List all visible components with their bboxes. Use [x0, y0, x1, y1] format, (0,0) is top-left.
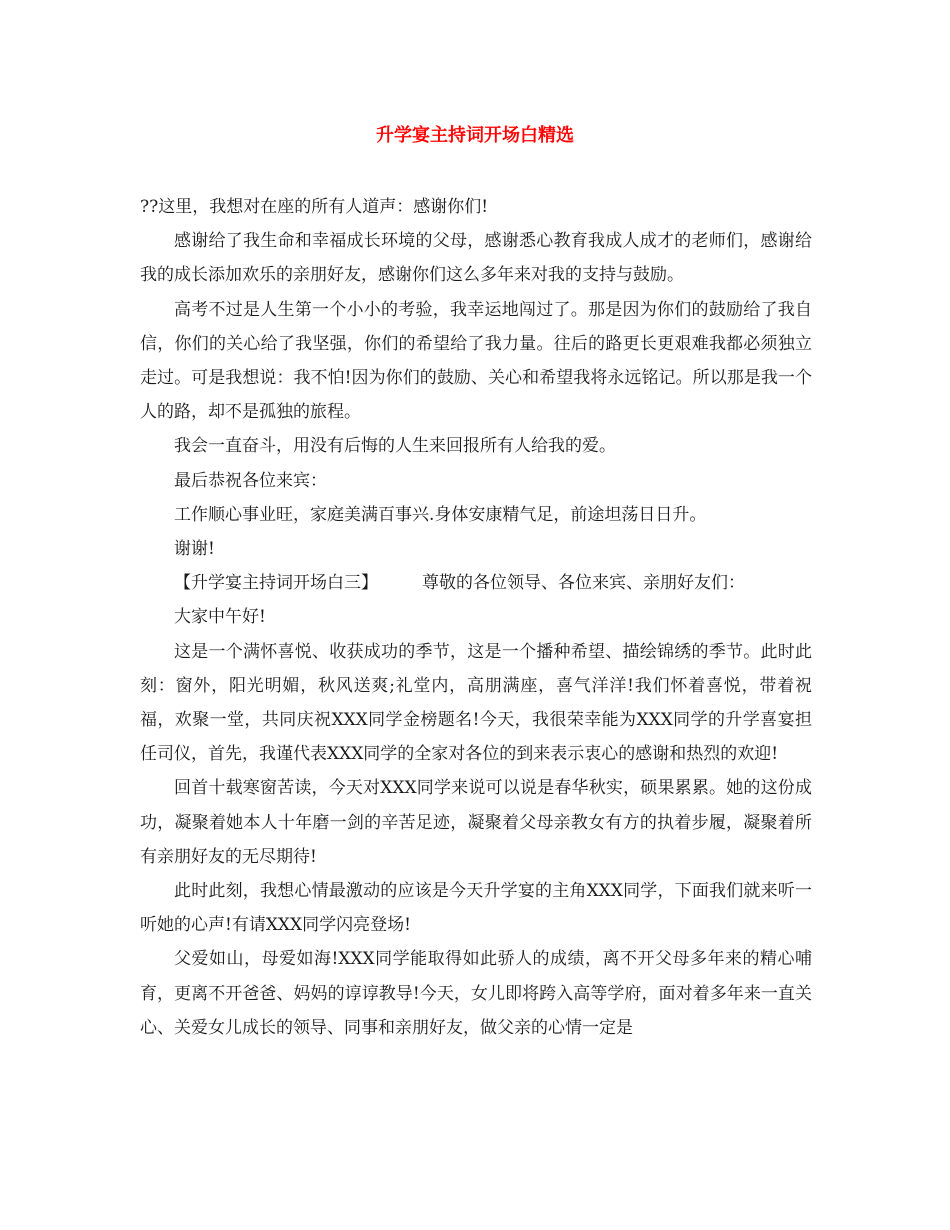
- paragraph-good-noon: 大家中午好!: [174, 607, 266, 628]
- paragraph-wish: 工作顺心事业旺，家庭美满百事兴.身体安康精气足，前途坦荡日日升。: [174, 504, 707, 525]
- paragraph-exam: 高考不过是人生第一个小小的考验，我幸运地闯过了。那是因为你们的鼓励给了我自信，你们的关心给了我坚强，你们的希望给了我力量。往后的路更长更艰难我都必须独立走过。可是我想说：我不怕!因为你们的鼓励、关心和希望我将永远铭记。所以那是我一个人的路，却不是孤独的旅程。: [140, 299, 812, 423]
- paragraph-parents-love: 父爱如山，母爱如海!XXX同学能取得如此骄人的成绩，离不开父母多年来的精心哺育，更离不开爸爸、妈妈的谆谆教导!今天，女儿即将跨入高等学府，面对着多年来一直关心、关爱女儿成长的领导、同事和亲朋好友，做父亲的心情一定是: [140, 949, 812, 1038]
- paragraph-wish-intro: 最后恭祝各位来宾：: [174, 470, 327, 491]
- section-greeting: 尊敬的各位领导、各位来宾、亲朋好友们：: [422, 573, 745, 594]
- paragraph-invite-student: 此时此刻，我想心情最激动的应该是今天升学宴的主角XXX同学，下面我们就来听一听她的心声!有请XXX同学闪亮登场!: [140, 881, 812, 936]
- section-heading-line: [140, 566, 812, 600]
- paragraph-thank-you: 谢谢!: [174, 539, 215, 560]
- paragraph-study: 回首十载寒窗苦读，今天对XXX同学来说可以说是春华秋实，硕果累累。她的这份成功，凝聚着她本人十年磨一剑的辛苦足迹，凝聚着父母亲教女有方的执着步履，凝聚着所有亲朋好友的无尽期待!: [140, 778, 812, 867]
- paragraph-thanks-parents: 感谢给了我生命和幸福成长环境的父母，感谢悉心教育我成人成才的老师们，感谢给我的成长添加欢乐的亲朋好友，感谢你们这么多年来对我的支持与鼓励。: [140, 231, 812, 286]
- section-heading: 【升学宴主持词开场白三】: [174, 573, 378, 594]
- document-title: 升学宴主持词开场白精选: [376, 125, 574, 146]
- paragraph-thanks-intro: ??这里，我想对在座的所有人道声：感谢你们!: [140, 197, 489, 217]
- paragraph-strive: 我会一直奋斗，用没有后悔的人生来回报所有人给我的爱。: [174, 436, 616, 457]
- paragraph-season: 这是一个满怀喜悦、收获成功的季节，这是一个播种希望、描绘锦绣的季节。此时此刻：窗外，阳光明媚，秋风送爽;礼堂内，高朋满座，喜气洋洋!我们怀着喜悦，带着祝福，欢聚一堂，共同庆祝XXX同学金榜题名!今天，我很荣幸能为XXX同学的升学喜宴担任司仪，首先，我谨代表XXX同学的全家对各位的到来表示衷心的感谢和热烈的欢迎!: [140, 641, 812, 765]
- document-body: [140, 190, 812, 1045]
